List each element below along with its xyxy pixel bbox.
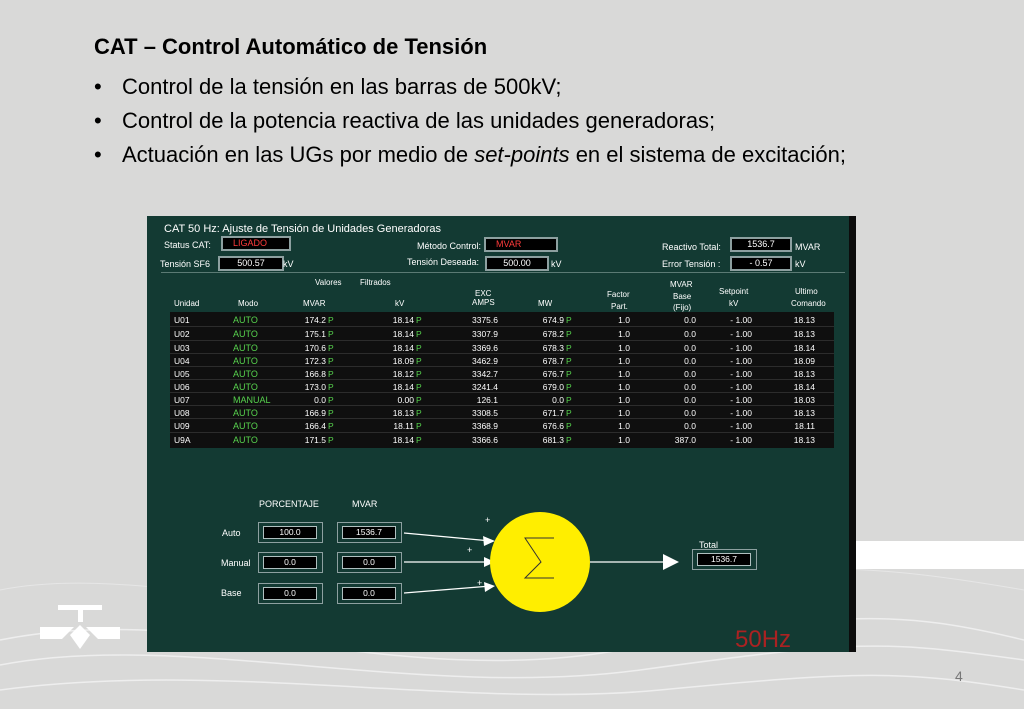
cell-mvar: 166.8	[304, 369, 326, 379]
p-flag: P	[566, 343, 572, 353]
error-unit: kV	[795, 259, 806, 269]
cell-setpoint: - 1.00	[730, 369, 752, 379]
p-flag: P	[416, 369, 422, 379]
plus-sign-base: +	[477, 578, 483, 588]
sigma-circle	[490, 512, 590, 612]
cell-mode: AUTO	[233, 369, 258, 379]
voltage-label: Tensión SF6	[160, 259, 211, 269]
p-flag: P	[566, 369, 572, 379]
plus-sign-manual: +	[467, 545, 473, 555]
cell-mode: AUTO	[233, 343, 258, 353]
p-flag: P	[416, 329, 422, 339]
cell-mode: AUTO	[233, 421, 258, 431]
cell-unit: U08	[174, 408, 190, 418]
cell-mvar: 171.5	[304, 435, 326, 445]
voltage-unit: kV	[283, 259, 294, 269]
cell-exc: 3241.4	[472, 382, 498, 392]
cell-factor: 1.0	[618, 315, 630, 325]
cell-unit: U03	[174, 343, 190, 353]
p-flag: P	[328, 435, 334, 445]
status-field: LIGADO	[221, 236, 291, 251]
cell-mw: 676.7	[542, 369, 564, 379]
header-unidad: Unidad	[174, 299, 200, 308]
p-flag: P	[416, 435, 422, 445]
auto-arrow-line	[404, 533, 491, 541]
cell-command: 18.11	[794, 421, 815, 431]
p-flag: P	[416, 382, 422, 392]
cell-unit: U04	[174, 356, 190, 366]
p-flag: P	[416, 343, 422, 353]
cell-setpoint: - 1.00	[730, 395, 752, 405]
header-exc: EXC	[475, 289, 492, 298]
cell-kv: 18.12	[392, 369, 414, 379]
cell-kv: 18.09	[392, 356, 414, 366]
p-flag: P	[416, 408, 422, 418]
cell-command: 18.13	[793, 435, 815, 445]
base-mvar-field: 0.0	[342, 587, 396, 600]
cell-setpoint: - 1.00	[730, 343, 752, 353]
cell-mode: AUTO	[233, 329, 258, 339]
cell-setpoint: - 1.00	[730, 408, 752, 418]
p-flag: P	[328, 408, 334, 418]
p-flag: P	[566, 356, 572, 366]
cell-mw: 678.7	[542, 356, 564, 366]
plus-sign-auto: +	[485, 515, 491, 525]
error-field: - 0.57	[730, 256, 792, 271]
cell-base: 0.0	[684, 421, 696, 431]
cell-command: 18.09	[793, 356, 815, 366]
company-logo	[40, 605, 120, 649]
auto-pct-field: 100.0	[263, 526, 317, 539]
cell-command: 18.13	[793, 329, 815, 339]
cell-unit: U01	[174, 315, 190, 325]
cell-base: 0.0	[684, 343, 696, 353]
bullet-text: Control de la tensión en las barras de 500kV;	[122, 74, 562, 99]
cell-base: 0.0	[684, 395, 696, 405]
cell-mw: 679.0	[542, 382, 564, 392]
p-flag: P	[328, 421, 334, 431]
cell-kv: 18.14	[392, 382, 414, 392]
cell-exc: 3368.9	[472, 421, 498, 431]
cell-setpoint: - 1.00	[730, 315, 752, 325]
cell-command: 18.03	[793, 395, 815, 405]
cell-unit: U06	[174, 382, 190, 392]
bullet-dot: •	[94, 74, 102, 99]
error-label: Error Tensión :	[662, 259, 721, 269]
cell-kv: 0.00	[397, 395, 414, 405]
status-label: Status CAT:	[164, 240, 211, 250]
cell-base: 0.0	[684, 382, 696, 392]
bullet-dot: •	[94, 108, 102, 133]
reactive-label: Reactivo Total:	[662, 242, 721, 252]
cell-factor: 1.0	[618, 395, 630, 405]
base-arrow-head	[484, 582, 495, 592]
p-flag: P	[328, 395, 334, 405]
slide-title: CAT – Control Automático de Tensión	[94, 34, 488, 59]
cell-mvar: 174.2	[304, 315, 326, 325]
p-flag: P	[328, 369, 334, 379]
bullet-text: en el sistema de excitación;	[569, 142, 846, 167]
cell-mvar: 170.6	[304, 343, 326, 353]
cell-exc: 3342.7	[472, 369, 498, 379]
header-ultimo: Ultimo	[795, 287, 818, 296]
header-comando: Comando	[791, 299, 826, 308]
p-flag: P	[416, 356, 422, 366]
cell-mode: AUTO	[233, 408, 258, 418]
white-strip	[856, 541, 1024, 569]
cell-kv: 18.13	[392, 408, 414, 418]
cell-mode: MANUAL	[233, 395, 271, 405]
cell-command: 18.13	[793, 369, 815, 379]
cell-mw: 678.2	[542, 329, 564, 339]
header-part: Part.	[611, 302, 628, 311]
cell-mvar: 0.0	[314, 395, 326, 405]
cell-base: 0.0	[684, 369, 696, 379]
total-field: 1536.7	[697, 553, 751, 566]
header-base-mvar: MVAR	[670, 280, 693, 289]
cell-unit: U09	[174, 421, 190, 431]
cell-setpoint: - 1.00	[730, 421, 752, 431]
cell-factor: 1.0	[618, 435, 630, 445]
cell-setpoint: - 1.00	[730, 356, 752, 366]
cell-factor: 1.0	[618, 369, 630, 379]
p-flag: P	[328, 356, 334, 366]
base-label: Base	[221, 588, 242, 598]
p-flag: P	[328, 315, 334, 325]
sigma-diagram	[147, 216, 856, 652]
p-flag: P	[416, 395, 422, 405]
p-flag: P	[566, 421, 572, 431]
cell-base: 0.0	[684, 315, 696, 325]
cell-factor: 1.0	[618, 356, 630, 366]
bullet-item	[94, 138, 894, 172]
cell-exc: 3366.6	[472, 435, 498, 445]
method-label: Método Control:	[417, 241, 482, 251]
bullet-list	[94, 70, 894, 172]
cell-mvar: 166.4	[304, 421, 326, 431]
p-flag: P	[328, 382, 334, 392]
manual-pct-field: 0.0	[263, 556, 317, 569]
reactive-unit: MVAR	[795, 242, 821, 252]
cell-factor: 1.0	[618, 343, 630, 353]
p-flag: P	[566, 408, 572, 418]
cell-mvar: 172.3	[304, 356, 326, 366]
group-filtrados: Filtrados	[360, 278, 391, 287]
p-flag: P	[328, 329, 334, 339]
header-base: Base	[673, 292, 692, 301]
p-flag: P	[566, 382, 572, 392]
cell-mw: 678.3	[542, 343, 564, 353]
cell-command: 18.13	[793, 408, 815, 418]
manual-mvar-field: 0.0	[342, 556, 396, 569]
group-valores: Valores	[315, 278, 342, 287]
cell-mw: 676.6	[542, 421, 564, 431]
bullet-text: Control de la potencia reactiva de las unidades generadoras;	[122, 108, 716, 133]
slide-number: 4	[955, 668, 963, 684]
total-label: Total	[699, 540, 719, 550]
cell-kv: 18.14	[392, 315, 414, 325]
header-mw: MW	[538, 299, 553, 308]
cell-mode: AUTO	[233, 382, 258, 392]
p-flag: P	[566, 329, 572, 339]
bullet-dot: •	[94, 142, 102, 167]
cell-mw: 674.9	[542, 315, 564, 325]
cell-mw: 0.0	[552, 395, 564, 405]
cell-mw: 671.7	[542, 408, 564, 418]
cell-base: 0.0	[684, 408, 696, 418]
header-factor: Factor	[607, 290, 630, 299]
cell-setpoint: - 1.00	[730, 382, 752, 392]
cell-exc: 3307.9	[472, 329, 498, 339]
cell-factor: 1.0	[618, 408, 630, 418]
cell-mode: AUTO	[233, 356, 258, 366]
mvar-header: MVAR	[352, 499, 378, 509]
pct-header: PORCENTAJE	[259, 499, 319, 509]
cell-kv: 18.14	[392, 329, 414, 339]
header-setpoint: Setpoint	[719, 287, 749, 296]
auto-mvar-field: 1536.7	[342, 526, 396, 539]
bullet-item	[94, 70, 894, 104]
desired-unit: kV	[551, 259, 562, 269]
cell-command: 18.13	[793, 315, 815, 325]
cell-command: 18.14	[793, 382, 815, 392]
cell-setpoint: - 1.00	[730, 329, 752, 339]
cell-mvar: 175.1	[304, 329, 326, 339]
header-setpoint-kv: kV	[729, 299, 739, 308]
cell-kv: 18.11	[393, 421, 414, 431]
scada-title: CAT 50 Hz: Ajuste de Tensión de Unidades Generadoras	[164, 223, 442, 235]
cell-mw: 681.3	[542, 435, 564, 445]
cell-factor: 1.0	[618, 329, 630, 339]
p-flag: P	[328, 343, 334, 353]
scada-window	[147, 216, 856, 652]
cell-exc: 3462.9	[472, 356, 498, 366]
header-fijo: (Fijo)	[673, 303, 692, 312]
cell-mvar: 166.9	[304, 408, 326, 418]
cell-unit: U05	[174, 369, 190, 379]
p-flag: P	[416, 421, 422, 431]
header-kv: kV	[395, 299, 405, 308]
cell-unit: U02	[174, 329, 190, 339]
bullet-emphasis: set-points	[474, 142, 570, 167]
header-modo: Modo	[238, 299, 259, 308]
bullet-text: Actuación en las UGs por medio de	[122, 142, 475, 167]
cell-exc: 3375.6	[472, 315, 498, 325]
cell-command: 18.14	[793, 343, 815, 353]
cell-unit: U07	[174, 395, 190, 405]
cell-base: 0.0	[684, 356, 696, 366]
method-field: MVAR	[484, 237, 558, 252]
header-amps: AMPS	[472, 298, 495, 307]
desired-label: Tensión Deseada:	[407, 257, 480, 267]
p-flag: P	[566, 435, 572, 445]
output-arrow-head	[663, 554, 679, 570]
p-flag: P	[416, 315, 422, 325]
cell-kv: 18.14	[392, 343, 414, 353]
voltage-field: 500.57	[218, 256, 284, 271]
cell-mvar: 173.0	[304, 382, 326, 392]
p-flag: P	[566, 315, 572, 325]
manual-label: Manual	[221, 558, 251, 568]
hz-label: 50Hz	[735, 626, 792, 653]
cell-kv: 18.14	[392, 435, 414, 445]
base-pct-field: 0.0	[263, 587, 317, 600]
auto-label: Auto	[222, 528, 241, 538]
desired-field: 500.00	[485, 256, 549, 271]
cell-setpoint: - 1.00	[730, 435, 752, 445]
cell-exc: 3308.5	[472, 408, 498, 418]
cell-factor: 1.0	[618, 382, 630, 392]
cell-mode: AUTO	[233, 435, 258, 445]
p-flag: P	[566, 395, 572, 405]
cell-unit: U9A	[174, 435, 191, 445]
cell-base: 387.0	[674, 435, 696, 445]
reactive-field: 1536.7	[730, 237, 792, 252]
cell-exc: 3369.6	[472, 343, 498, 353]
bullet-item	[94, 104, 894, 138]
cell-exc: 126.1	[476, 395, 498, 405]
cell-factor: 1.0	[618, 421, 630, 431]
cell-base: 0.0	[684, 329, 696, 339]
header-mvar: MVAR	[303, 299, 326, 308]
cell-mode: AUTO	[233, 315, 258, 325]
